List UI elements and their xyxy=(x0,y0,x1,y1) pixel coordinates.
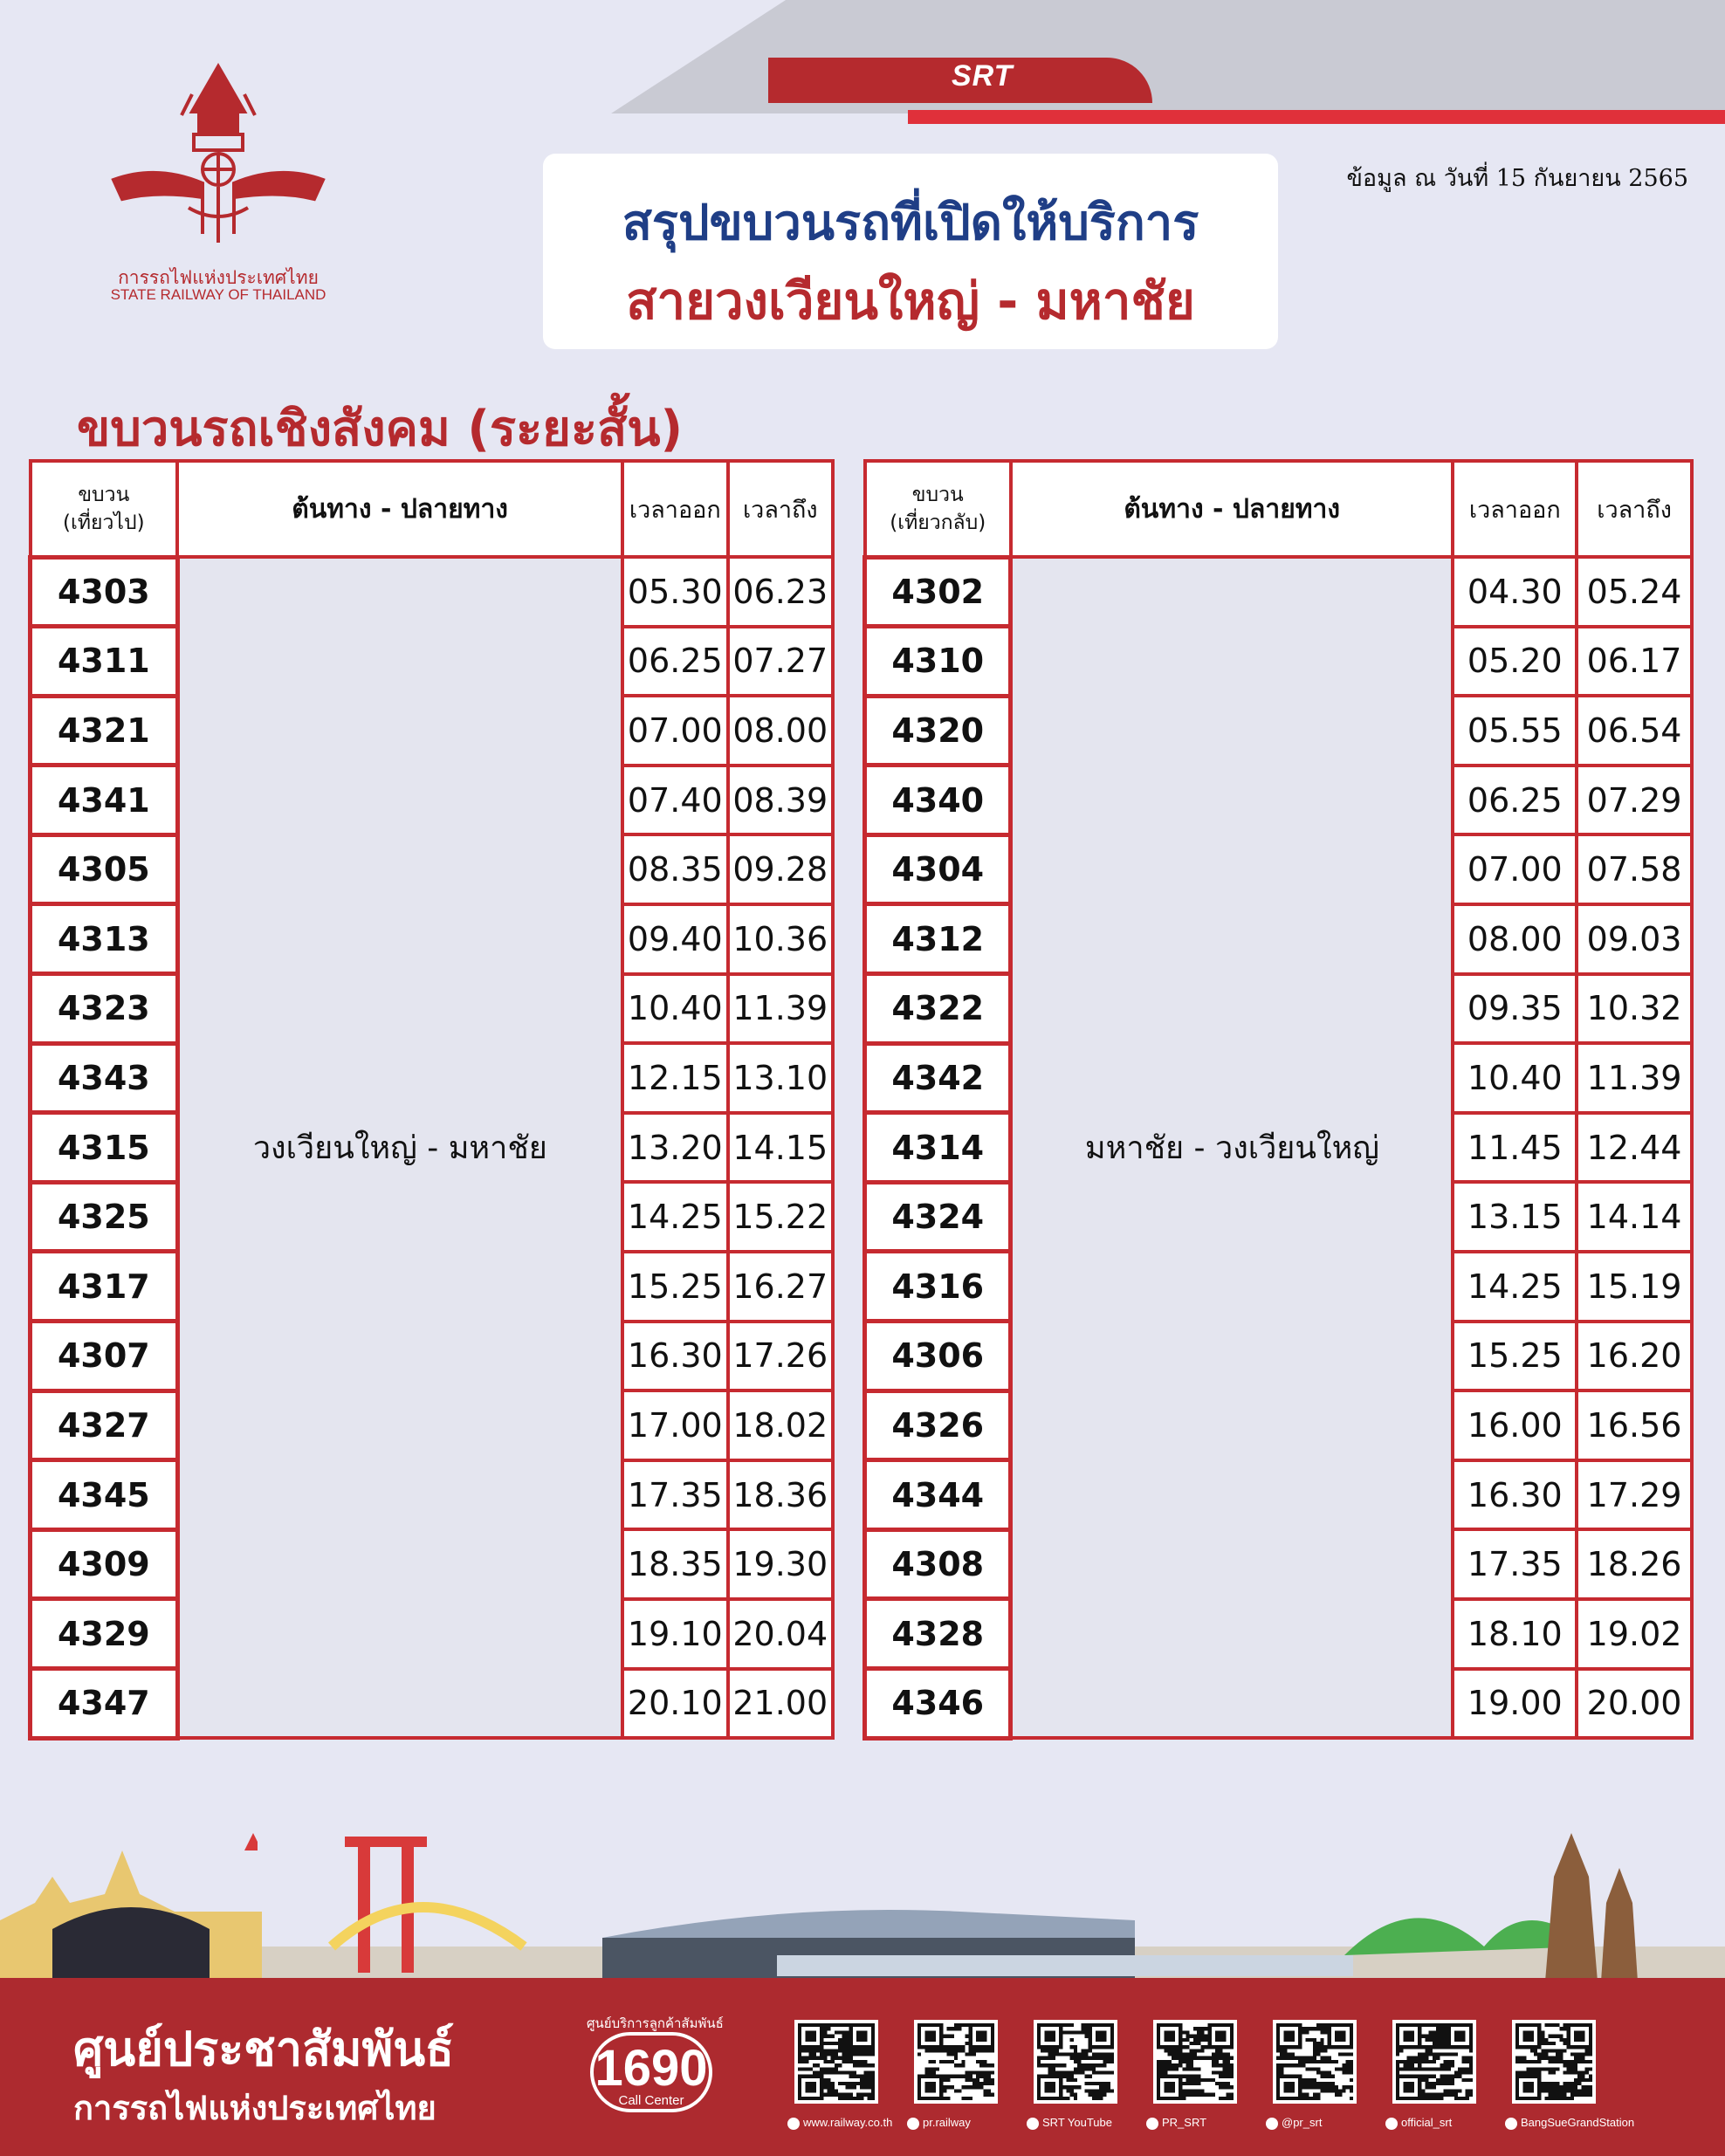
depart-time: 19.10 xyxy=(622,1599,727,1669)
train-number: 4307 xyxy=(31,1322,178,1391)
org-name-th: การรถไฟแห่งประเทศไทย xyxy=(118,267,319,288)
train-number: 4313 xyxy=(31,904,178,974)
train-number: 4328 xyxy=(865,1599,1011,1669)
header-red-stripe xyxy=(908,110,1725,124)
depart-time: 15.25 xyxy=(622,1252,727,1322)
channel-label-text: BangSueGrandStation xyxy=(1521,2116,1635,2129)
depart-time: 07.40 xyxy=(622,766,727,835)
train-number: 4306 xyxy=(865,1322,1011,1391)
arrive-time: 13.10 xyxy=(728,1043,833,1113)
depart-time: 20.10 xyxy=(622,1669,727,1739)
depart-time: 09.35 xyxy=(1453,974,1577,1044)
depart-time: 16.00 xyxy=(1453,1390,1577,1460)
depart-time: 07.00 xyxy=(622,696,727,766)
call-center-caption: ศูนย์บริการลูกค้าสัมพันธ์ xyxy=(587,2015,724,2031)
inbound-schedule-table xyxy=(862,459,1694,1741)
depart-time: 14.25 xyxy=(1453,1252,1577,1322)
arrive-time: 16.20 xyxy=(1577,1322,1692,1391)
channel-label-text: SRT YouTube xyxy=(1042,2116,1112,2129)
depart-time: 05.30 xyxy=(622,557,727,627)
table-row xyxy=(865,557,1693,627)
depart-time: 17.00 xyxy=(622,1390,727,1460)
train-number: 4342 xyxy=(865,1043,1011,1113)
qr-code[interactable] xyxy=(1034,2020,1117,2104)
depart-time: 04.30 xyxy=(1453,557,1577,627)
arrive-time: 09.28 xyxy=(728,834,833,904)
train-number: 4316 xyxy=(865,1252,1011,1322)
depart-time: 06.25 xyxy=(1453,766,1577,835)
arrive-time: 07.27 xyxy=(728,627,833,697)
train-number: 4303 xyxy=(31,557,178,627)
col-train-sublabel: (เที่ยวไป) xyxy=(63,511,145,534)
arrive-time: 07.29 xyxy=(1577,766,1692,835)
train-number: 4320 xyxy=(865,696,1011,766)
globe-icon xyxy=(787,2118,800,2130)
arrive-time: 05.24 xyxy=(1577,557,1692,627)
train-number: 4302 xyxy=(865,557,1011,627)
channel-label[interactable] xyxy=(1385,2116,1452,2130)
arrive-time: 17.26 xyxy=(728,1322,833,1391)
depart-time: 05.20 xyxy=(1453,627,1577,697)
col-route-header: ต้นทาง - ปลายทาง xyxy=(1011,461,1453,557)
qr-code[interactable] xyxy=(1392,2020,1476,2104)
col-arrive-header: เวลาถึง xyxy=(728,461,833,557)
depart-time: 16.30 xyxy=(1453,1460,1577,1530)
train-number: 4329 xyxy=(31,1599,178,1669)
depart-time: 15.25 xyxy=(1453,1322,1577,1391)
arrive-time: 08.00 xyxy=(728,696,833,766)
col-depart-header: เวลาออก xyxy=(622,461,727,557)
train-number: 4304 xyxy=(865,834,1011,904)
depart-time: 08.35 xyxy=(622,834,727,904)
train-number: 4344 xyxy=(865,1460,1011,1530)
arrive-time: 15.19 xyxy=(1577,1252,1692,1322)
depart-time: 10.40 xyxy=(622,974,727,1044)
train-number: 4322 xyxy=(865,974,1011,1044)
arrive-time: 17.29 xyxy=(1577,1460,1692,1530)
title-card xyxy=(543,154,1278,349)
depart-time: 17.35 xyxy=(622,1460,727,1530)
arrive-time: 10.36 xyxy=(728,904,833,974)
train-number: 4327 xyxy=(31,1390,178,1460)
channel-label-text: @pr_srt xyxy=(1282,2116,1323,2129)
channel-label-text: pr.railway xyxy=(923,2116,971,2129)
pr-center-name: ศูนย์ประชาสัมพันธ์ xyxy=(73,2022,455,2077)
train-number: 4343 xyxy=(31,1043,178,1113)
youtube-icon xyxy=(1027,2118,1039,2130)
train-number: 4309 xyxy=(31,1529,178,1599)
col-train-label: ขบวน xyxy=(911,483,964,506)
page-title: สรุปขบวนรถที่เปิดให้บริการ xyxy=(622,195,1199,251)
org-name-en: STATE RAILWAY OF THAILAND xyxy=(110,286,326,303)
depart-time: 05.55 xyxy=(1453,696,1577,766)
page-subtitle: สายวงเวียนใหญ่ - มหาชัย xyxy=(626,271,1195,331)
outbound-schedule-table xyxy=(28,459,835,1741)
channel-label[interactable] xyxy=(1027,2116,1112,2130)
channel-label-text: www.railway.co.th xyxy=(803,2116,893,2129)
train-number: 4321 xyxy=(31,696,178,766)
train-number: 4315 xyxy=(31,1113,178,1183)
arrive-time: 18.36 xyxy=(728,1460,833,1530)
train-number: 4308 xyxy=(865,1529,1011,1599)
arrive-time: 18.26 xyxy=(1577,1529,1692,1599)
depart-time: 13.15 xyxy=(1453,1182,1577,1252)
train-number: 4340 xyxy=(865,766,1011,835)
col-train-label: ขบวน xyxy=(78,483,130,506)
train-number: 4312 xyxy=(865,904,1011,974)
srt-emblem-logo xyxy=(105,59,332,260)
arrive-time: 14.15 xyxy=(728,1113,833,1183)
depart-time: 08.00 xyxy=(1453,904,1577,974)
depart-time: 13.20 xyxy=(622,1113,727,1183)
depart-time: 17.35 xyxy=(1453,1529,1577,1599)
channel-label[interactable] xyxy=(907,2116,971,2130)
channel-label-text: PR_SRT xyxy=(1162,2116,1207,2129)
col-depart-header: เวลาออก xyxy=(1453,461,1577,557)
train-number: 4305 xyxy=(31,834,178,904)
arrive-time: 21.00 xyxy=(728,1669,833,1739)
depart-time: 10.40 xyxy=(1453,1043,1577,1113)
qr-code[interactable] xyxy=(1153,2020,1237,2104)
arrive-time: 07.58 xyxy=(1577,834,1692,904)
qr-code[interactable] xyxy=(794,2020,878,2104)
depart-time: 19.00 xyxy=(1453,1669,1577,1739)
arrive-time: 08.39 xyxy=(728,766,833,835)
data-date: ข้อมูล ณ วันที่ 15 กันยายน 2565 xyxy=(1346,165,1688,192)
channel-label[interactable] xyxy=(787,2116,892,2130)
arrive-time: 11.39 xyxy=(1577,1043,1692,1113)
arrive-time: 06.17 xyxy=(1577,627,1692,697)
qr-code[interactable] xyxy=(1512,2020,1596,2104)
train-number: 4323 xyxy=(31,974,178,1044)
arrive-time: 20.00 xyxy=(1577,1669,1692,1739)
train-number: 4310 xyxy=(865,627,1011,697)
depart-time: 14.25 xyxy=(622,1182,727,1252)
arrive-time: 16.56 xyxy=(1577,1390,1692,1460)
depart-time: 06.25 xyxy=(622,627,727,697)
col-arrive-header: เวลาถึง xyxy=(1577,461,1692,557)
landmarks-illustration xyxy=(0,1816,1725,1981)
train-number: 4345 xyxy=(31,1460,178,1530)
qr-code[interactable] xyxy=(1273,2020,1357,2104)
call-center-number: 1690 xyxy=(594,2040,708,2097)
table-row xyxy=(31,557,834,627)
section-title: ขบวนรถเชิงสังคม (ระยะสั้น) xyxy=(77,401,684,457)
route-cell: มหาชัย - วงเวียนใหญ่ xyxy=(1011,557,1453,1738)
arrive-time: 12.44 xyxy=(1577,1113,1692,1183)
arrive-time: 20.04 xyxy=(728,1599,833,1669)
footer xyxy=(0,1978,1725,2156)
arrive-time: 19.02 xyxy=(1577,1599,1692,1669)
train-number: 4324 xyxy=(865,1182,1011,1252)
train-number: 4341 xyxy=(31,766,178,835)
col-train-sublabel: (เที่ยวกลับ) xyxy=(890,511,986,534)
channel-label[interactable] xyxy=(1505,2116,1634,2130)
arrive-time: 11.39 xyxy=(728,974,833,1044)
call-center-label: Call Center xyxy=(618,2093,684,2108)
depart-time: 12.15 xyxy=(622,1043,727,1113)
train-number: 4347 xyxy=(31,1669,178,1739)
qr-code[interactable] xyxy=(914,2020,998,2104)
train-number: 4325 xyxy=(31,1182,178,1252)
arrive-time: 14.14 xyxy=(1577,1182,1692,1252)
arrive-time: 16.27 xyxy=(728,1252,833,1322)
channel-label[interactable] xyxy=(1266,2116,1322,2130)
arrive-time: 15.22 xyxy=(728,1182,833,1252)
col-train-header xyxy=(865,461,1011,557)
depart-time: 18.35 xyxy=(622,1529,727,1599)
train-number: 4317 xyxy=(31,1252,178,1322)
tiktok-icon xyxy=(1266,2118,1278,2130)
arrive-time: 09.03 xyxy=(1577,904,1692,974)
arrive-time: 18.02 xyxy=(728,1390,833,1460)
channel-label-text: official_srt xyxy=(1401,2116,1453,2129)
arrive-time: 10.32 xyxy=(1577,974,1692,1044)
channel-label[interactable] xyxy=(1146,2116,1206,2130)
depart-time: 16.30 xyxy=(622,1322,727,1391)
call-center-badge[interactable] xyxy=(590,2032,712,2112)
srt-wordmark: SRT xyxy=(952,59,1014,93)
arrive-time: 19.30 xyxy=(728,1529,833,1599)
col-route-header: ต้นทาง - ปลายทาง xyxy=(177,461,622,557)
instagram-icon xyxy=(1385,2118,1398,2130)
depart-time: 11.45 xyxy=(1453,1113,1577,1183)
train-number: 4314 xyxy=(865,1113,1011,1183)
depart-time: 18.10 xyxy=(1453,1599,1577,1669)
footer-org-name: การรถไฟแห่งประเทศไทย xyxy=(73,2089,436,2127)
facebook-icon xyxy=(1505,2118,1517,2130)
depart-time: 09.40 xyxy=(622,904,727,974)
facebook-icon xyxy=(907,2118,919,2130)
route-cell: วงเวียนใหญ่ - มหาชัย xyxy=(177,557,622,1738)
train-number: 4326 xyxy=(865,1390,1011,1460)
depart-time: 07.00 xyxy=(1453,834,1577,904)
arrive-time: 06.23 xyxy=(728,557,833,627)
arrive-time: 06.54 xyxy=(1577,696,1692,766)
train-number: 4311 xyxy=(31,627,178,697)
train-number: 4346 xyxy=(865,1669,1011,1739)
twitter-icon xyxy=(1146,2118,1158,2130)
col-train-header xyxy=(31,461,178,557)
